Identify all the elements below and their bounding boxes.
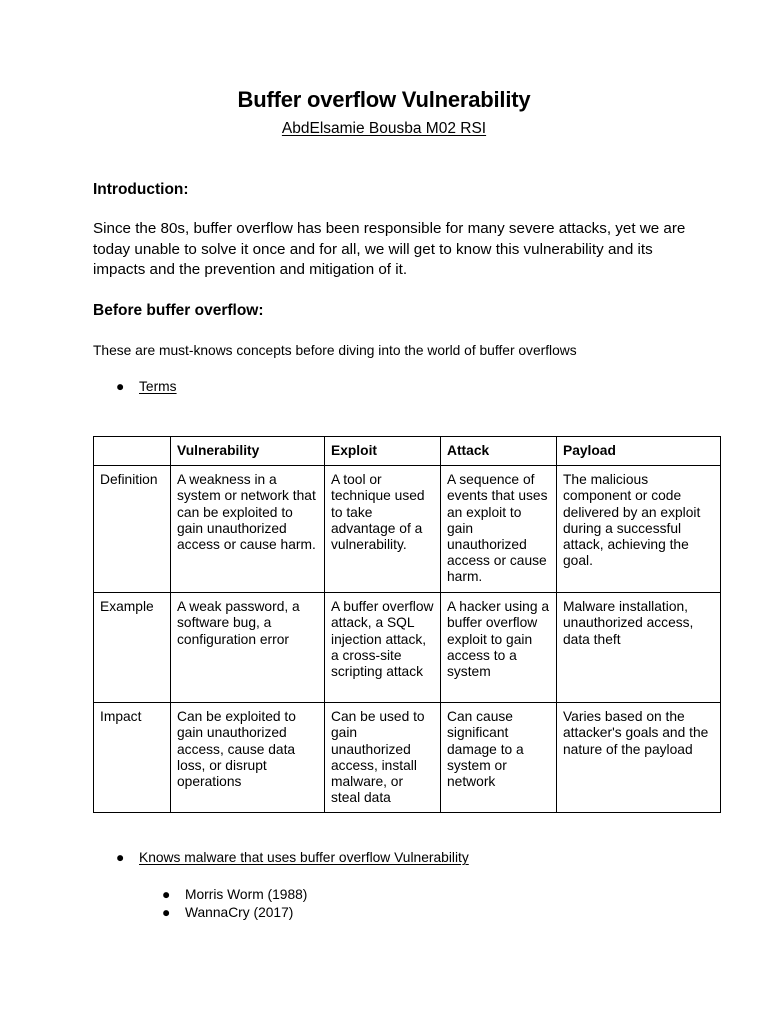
table-cell: Varies based on the attacker's goals and the nature of the payload bbox=[557, 703, 721, 813]
before-heading: Before buffer overflow: bbox=[93, 302, 264, 319]
table-header-cell bbox=[94, 437, 171, 466]
bullet-icon: ● bbox=[162, 905, 171, 920]
malware-item: WannaCry (2017) bbox=[185, 905, 294, 920]
table-cell: A sequence of events that uses an exploit to gain unauthorized access or cause harm. bbox=[441, 466, 557, 593]
introduction-heading: Introduction: bbox=[93, 181, 189, 198]
table-cell: Malware installation, unauthorized access, data theft bbox=[557, 593, 721, 703]
table-cell: A weak password, a software bug, a configuration error bbox=[171, 593, 325, 703]
table-cell: A hacker using a buffer overflow exploit to gain access to a system bbox=[441, 593, 557, 703]
table-row bbox=[94, 703, 721, 813]
table-header-cell: Attack bbox=[441, 437, 557, 466]
row-label: Impact bbox=[94, 703, 171, 813]
row-label: Definition bbox=[94, 466, 171, 593]
table-header-row bbox=[94, 437, 721, 466]
bullet-icon: ● bbox=[162, 887, 171, 902]
author-name: AbdElsamie Bousba M02 RSI bbox=[281, 120, 487, 137]
table-cell: Can be used to gain unauthorized access, install malware, or steal data bbox=[325, 703, 441, 813]
malware-label: Knows malware that uses buffer overflow Vulnerability bbox=[139, 850, 469, 865]
document-author bbox=[0, 120, 768, 138]
before-intro-text: These are must-knows concepts before diving into the world of buffer overflows bbox=[93, 343, 577, 358]
terms-table bbox=[93, 436, 721, 813]
terms-label: Terms bbox=[139, 379, 177, 394]
bullet-icon: ● bbox=[116, 379, 125, 394]
bullet-icon: ● bbox=[116, 850, 125, 865]
table-cell: A weakness in a system or network that can be exploited to gain unauthorized access or cause harm. bbox=[171, 466, 325, 593]
table-row bbox=[94, 593, 721, 703]
table-cell: A tool or technique used to take advantage of a vulnerability. bbox=[325, 466, 441, 593]
introduction-paragraph: Since the 80s, buffer overflow has been responsible for many severe attacks, yet we are today unable to solve it once and for all, we will get to know this vulnerability and its impacts and the prevention and mitigation of it. bbox=[93, 220, 686, 278]
table-header-cell: Exploit bbox=[325, 437, 441, 466]
table-header-cell: Vulnerability bbox=[171, 437, 325, 466]
row-label: Example bbox=[94, 593, 171, 703]
table-cell: A buffer overflow attack, a SQL injection attack, a cross-site scripting attack bbox=[325, 593, 441, 703]
table-cell: Can be exploited to gain unauthorized access, cause data loss, or disrupt operations bbox=[171, 703, 325, 813]
table-cell: Can cause significant damage to a system or network bbox=[441, 703, 557, 813]
table-header-cell: Payload bbox=[557, 437, 721, 466]
table-row bbox=[94, 466, 721, 593]
document-title: Buffer overflow Vulnerability bbox=[237, 87, 531, 112]
table-cell: The malicious component or code delivered by an exploit during a successful attack, achieving the goal. bbox=[557, 466, 721, 593]
malware-item: Morris Worm (1988) bbox=[185, 887, 308, 902]
